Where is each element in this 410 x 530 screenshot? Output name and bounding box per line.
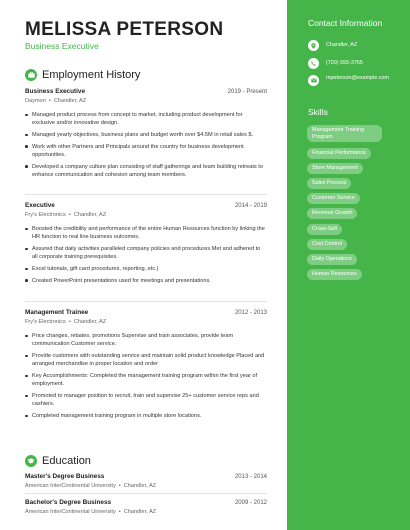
- job-bullet: Managed product process from concept to market, including product development for exclusive and/or innovative design.: [25, 111, 267, 128]
- job-company: Daymon: [25, 98, 46, 104]
- job-title: Executive: [25, 202, 55, 209]
- school-line: [25, 509, 267, 515]
- contact-email[interactable]: [308, 75, 396, 86]
- job-bullet: Created PowerPoint presentations used for meetings and presentations.: [25, 277, 267, 285]
- job-bullet: Promoted to manager position to recruit, train and supervise 25+ customer service reps and cashiers.: [25, 392, 267, 409]
- job-location: Chandler, AZ: [53, 98, 87, 104]
- skill-chip: Daily Operations: [307, 254, 357, 265]
- job-bullets: [25, 111, 267, 179]
- school-location: Chandler, AZ: [123, 483, 157, 489]
- degree-dates: 2009 - 2012: [234, 500, 267, 506]
- job-dates: 2019 - Present: [227, 89, 267, 95]
- job-bullet: Managed yearly objectives, business plans and budget worth over $4.5M in retail sales $.: [25, 131, 267, 139]
- job-location: Chandler, AZ: [73, 212, 107, 218]
- skills-heading: Skills: [308, 107, 328, 117]
- graduation-cap-icon: [25, 455, 37, 467]
- job-bullet: Key Accomplishments: Completed the management training program within the first year of employment.: [25, 372, 267, 389]
- job-bullet: Completed management training program in multiple store locations.: [25, 412, 267, 420]
- skill-chip: Cross-Sell: [307, 224, 342, 235]
- briefcase-icon: [25, 69, 37, 81]
- skill-chip: Financial Performance: [307, 148, 371, 159]
- job-company: Fry's Electronics: [25, 319, 66, 325]
- job-bullet: Excel tutorials, gift card procedures, reporting, etc.): [25, 265, 267, 273]
- job-entry: [25, 88, 267, 183]
- job-dates: 2012 - 2013: [234, 310, 267, 316]
- contact-phone: [308, 58, 396, 69]
- job-company-line: [25, 319, 267, 325]
- job-bullets: [25, 332, 267, 420]
- job-location: Chandler, AZ: [73, 319, 107, 325]
- job-bullet: Boosted the credibility and performance of the entire Human Resources function by linking the HR function to real line business outcomes.: [25, 225, 267, 242]
- job-title: Management Trainee: [25, 309, 89, 316]
- candidate-name: MELISSA PETERSON: [25, 19, 224, 40]
- education-heading: [25, 455, 91, 467]
- separator-dot: •: [118, 509, 121, 515]
- separator-dot: •: [48, 98, 51, 104]
- job-bullet: Provide customers with outstanding service and maintain solid product knowledge Placed and arranged merchandise in proper location and order: [25, 352, 267, 369]
- job-company-line: [25, 98, 267, 104]
- job-dates: 2014 - 2019: [234, 203, 267, 209]
- contact-email-text[interactable]: mpeterson@example.com: [326, 75, 389, 81]
- skill-chip: Cost Control: [307, 239, 347, 250]
- job-bullet: Assured that daily activities paralleled company policies and procedures.Met and adhered to all corporate training prerequisites.: [25, 245, 267, 262]
- job-entry: [25, 202, 267, 288]
- employment-heading-label: Employment History: [42, 69, 141, 81]
- job-company-line: [25, 212, 267, 218]
- skill-chip: Customer Service: [307, 193, 360, 204]
- school-name: American InterContinental University: [25, 509, 116, 515]
- school-line: [25, 483, 267, 489]
- education-entry: [25, 473, 267, 489]
- job-bullet: Work with other Partners and Principals around the country for business development opportunities.: [25, 143, 267, 160]
- section-divider: [25, 194, 267, 195]
- phone-icon: [308, 58, 319, 69]
- skill-chip: Human Resources: [307, 269, 362, 280]
- employment-heading: [25, 69, 140, 81]
- section-divider: [25, 301, 267, 302]
- job-bullet: Developed a company culture plan consisting of staff gatherings and team building retreats to enhance communication and cohesion among team members.: [25, 163, 267, 180]
- degree-title: Master's Degree Business: [25, 473, 105, 480]
- contact-location: [308, 40, 396, 51]
- job-title: Business Executive: [25, 88, 86, 95]
- skill-chip: Store Management: [307, 163, 363, 174]
- school-location: Chandler, AZ: [123, 509, 157, 515]
- job-bullet: Price changes, rebates, promotions Supervise and train associates, provide team communication Customer service.: [25, 332, 267, 349]
- education-heading-label: Education: [42, 455, 91, 467]
- candidate-title: Business Executive: [25, 41, 99, 51]
- location-pin-icon: [308, 40, 319, 51]
- skill-chip: Management Training Program: [307, 125, 382, 142]
- degree-dates: 2013 - 2014: [234, 474, 267, 480]
- education-entry: [25, 499, 267, 515]
- job-entry: [25, 309, 267, 424]
- contact-location-text: Chandler, AZ: [326, 42, 358, 48]
- separator-dot: •: [68, 212, 71, 218]
- mail-icon: [308, 75, 319, 86]
- school-name: American InterContinental University: [25, 483, 116, 489]
- job-bullets: [25, 225, 267, 285]
- degree-title: Bachelor's Degree Business: [25, 499, 112, 506]
- job-company: Fry's Electronics: [25, 212, 66, 218]
- section-divider: [25, 493, 267, 494]
- separator-dot: •: [118, 483, 121, 489]
- separator-dot: •: [68, 319, 71, 325]
- skill-chip: Revenue Growth: [307, 208, 357, 219]
- contact-heading: Contact Information: [308, 18, 383, 28]
- skill-chip: Sales Process: [307, 178, 351, 189]
- contact-phone-text: (700) 555-3765: [326, 60, 363, 66]
